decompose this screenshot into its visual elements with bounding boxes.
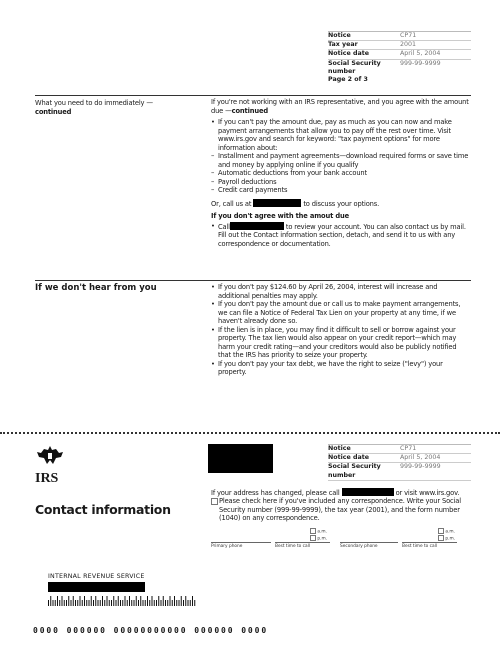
consequence-bullet: • If you don't pay the amount due or call us to make payment arrangements, we can file a Notice of Federal Tax Lien on your property at any time, if we haven't already done so. — [211, 300, 471, 326]
correspondence-checkbox[interactable] — [211, 498, 218, 505]
payment-options-bullet: • If you can't pay the amount due, pay as much as you can now and make payment arrangements that allow you to pay off the rest over time. Visit www.irs.gov and search for keyword: "tax payment options" for more information about: – Installment and payment agreements—download required forms or save time and money by applying online if you qualify – Automatic deductions from your bank account – Payroll deductions – Credit card payments — [211, 118, 471, 195]
barcode-bar — [120, 600, 121, 606]
barcode-bar — [181, 596, 182, 606]
barcode-bar — [192, 596, 193, 606]
barcode-bar — [84, 596, 85, 606]
barcode-bar — [190, 600, 191, 606]
barcode-bar — [147, 596, 148, 606]
barcode-bar — [145, 600, 146, 606]
barcode-bar — [86, 600, 87, 606]
eagle-icon — [35, 444, 65, 466]
consequence-bullet: • If the lien is in place, you may find it difficult to sell or borrow against your property. The tax lien would also appear on your credit report—which may harm your credit rating—and your creditors would also be publicly notified that the IRS has priority to seize your property. — [211, 326, 471, 360]
notice-date-row: Notice date April 5, 2004 — [328, 50, 471, 59]
stub-notice-table — [328, 444, 471, 481]
barcode-bar — [68, 596, 69, 606]
barcode-bar — [129, 596, 130, 606]
barcode-bar — [122, 600, 123, 606]
barcode-bar — [98, 600, 99, 606]
barcode-bar — [183, 600, 184, 606]
barcode-bar — [55, 600, 56, 606]
barcode-bar — [163, 596, 164, 606]
barcode-bar — [176, 600, 177, 606]
barcode-bar — [156, 600, 157, 606]
barcode-bar — [62, 596, 63, 606]
tear-line — [0, 432, 500, 434]
pm-checkbox[interactable] — [438, 535, 444, 541]
barcode-bar — [172, 600, 173, 606]
barcode-bar — [91, 596, 92, 606]
barcode-bar — [75, 600, 76, 606]
call-line: Or, call us at to discuss your options. — [211, 199, 380, 208]
secondary-phone-label: Secondary phone — [340, 544, 378, 549]
notice-date-row: Notice date April 5, 2004 — [328, 454, 471, 463]
barcode-bar — [59, 600, 60, 606]
consequence-bullet: • If you don't pay $124.60 by April 26, 2004, interest will increase and additional penalties may apply. — [211, 283, 471, 300]
redacted-mailing-address — [48, 582, 145, 592]
barcode-bar — [185, 596, 186, 606]
barcode-bar — [100, 600, 101, 606]
barcode-bar — [104, 600, 105, 606]
address-change-text: If your address has changed, please call or visit www.irs.gov. — [211, 489, 460, 497]
notice-row: Notice CP71 — [328, 445, 471, 454]
barcode-bar — [174, 596, 175, 606]
ssn-row: Social Security number 999-99-9999 — [328, 59, 441, 75]
dash-item: – Installment and payment agreements—download required forms or save time and money by applying online if you qualify — [211, 152, 471, 169]
correspondence-check[interactable]: Please check here if you've included any correspondence. Write your Social Security number (999-99-9999), the tax year (2001), and the form number (1040) on any correspondence. — [211, 497, 466, 523]
pm-checkbox[interactable] — [310, 535, 316, 541]
barcode-bar — [138, 600, 139, 606]
barcode-bar — [127, 600, 128, 606]
section1-body — [211, 98, 471, 248]
redacted-phone — [342, 488, 394, 496]
section2-rule — [35, 280, 471, 281]
barcode-bar — [57, 596, 58, 606]
page-number: Page 2 of 3 — [328, 76, 368, 84]
barcode-bar — [64, 600, 65, 606]
dash-item: – Payroll deductions — [211, 178, 471, 187]
barcode-bar — [107, 596, 108, 606]
barcode-bar — [111, 600, 112, 606]
barcode-bar — [113, 596, 114, 606]
barcode-bar — [134, 600, 135, 606]
dash-item: – Automatic deductions from your bank account — [211, 169, 471, 178]
barcode-bar — [118, 596, 119, 606]
barcode-bar — [48, 600, 49, 606]
barcode-bar — [93, 600, 94, 606]
best-time-field[interactable] — [402, 542, 457, 543]
barcode-bar — [73, 596, 74, 606]
primary-phone-label: Primary phone — [211, 544, 243, 549]
barcode-bar — [149, 600, 150, 606]
barcode-bar — [116, 600, 117, 606]
disagree-heading: If you don't agree with the amout due — [211, 212, 349, 220]
best-time-label: Best time to call — [275, 544, 311, 549]
consequence-bullet: • If you don't pay your tax debt, we have the right to seize ("levy") your property. — [211, 360, 471, 377]
notice-header-table — [328, 31, 471, 84]
barcode-bar — [125, 596, 126, 606]
barcode-bar — [167, 600, 168, 606]
dash-item: – Credit card payments — [211, 186, 471, 195]
redacted-phone — [230, 222, 284, 230]
barcode-bar — [194, 600, 195, 606]
barcode-bar — [50, 596, 51, 606]
barcode-bar — [95, 596, 96, 606]
barcode-bar — [188, 600, 189, 606]
ssn-row: Social Security number 999-99-9999 — [328, 463, 471, 480]
secondary-phone-field[interactable] — [340, 542, 398, 543]
barcode-bar — [170, 596, 171, 606]
barcode-bar — [158, 596, 159, 606]
barcode-bar — [77, 600, 78, 606]
barcode-bar — [102, 596, 103, 606]
redacted-phone — [253, 199, 301, 207]
best-time-field[interactable] — [275, 542, 330, 543]
barcode-bar — [154, 600, 155, 606]
barcode-bar — [140, 596, 141, 606]
section1-intro: If you're not working with an IRS representative, and you agree with the amount due —continued — [211, 98, 469, 115]
scanline: 0000 000000 00000000000 000000 0000 — [33, 626, 269, 635]
barcode-bar — [179, 600, 180, 606]
notice-row: Notice CP71 — [328, 32, 471, 41]
tax-year-row: Tax year 2001 — [328, 41, 471, 50]
postal-barcode — [48, 596, 198, 606]
barcode-bar — [143, 600, 144, 606]
barcode-bar — [109, 600, 110, 606]
irs-logo: IRS — [35, 444, 75, 486]
disagree-bullet: • Call to review your account. You can also contact us by mail. Fill out the Contact information section, detach, and send it to us with any correspondence or documentation. — [211, 222, 471, 249]
section1-left-label: What you need to do immediately — continued — [35, 99, 153, 116]
barcode-bar — [82, 600, 83, 606]
section2-heading: If we don't hear from you — [35, 283, 157, 293]
barcode-bar — [71, 600, 72, 606]
best-time-label: Best time to call — [402, 544, 438, 549]
am-checkbox[interactable] — [438, 528, 444, 534]
barcode-bar — [165, 600, 166, 606]
section2-body — [211, 283, 471, 377]
primary-phone-field[interactable] — [211, 542, 271, 543]
barcode-bar — [53, 600, 54, 606]
section1-rule — [35, 95, 471, 96]
barcode-bar — [80, 596, 81, 606]
contact-title: Contact information — [35, 502, 171, 517]
am-checkbox[interactable] — [310, 528, 316, 534]
barcode-bar — [161, 600, 162, 606]
barcode-bar — [66, 600, 67, 606]
redacted-address-block — [208, 444, 273, 473]
barcode-bar — [152, 596, 153, 606]
barcode-bar — [131, 600, 132, 606]
agency-name: INTERNAL REVENUE SERVICE — [48, 573, 145, 580]
barcode-bar — [89, 600, 90, 606]
barcode-bar — [136, 596, 137, 606]
